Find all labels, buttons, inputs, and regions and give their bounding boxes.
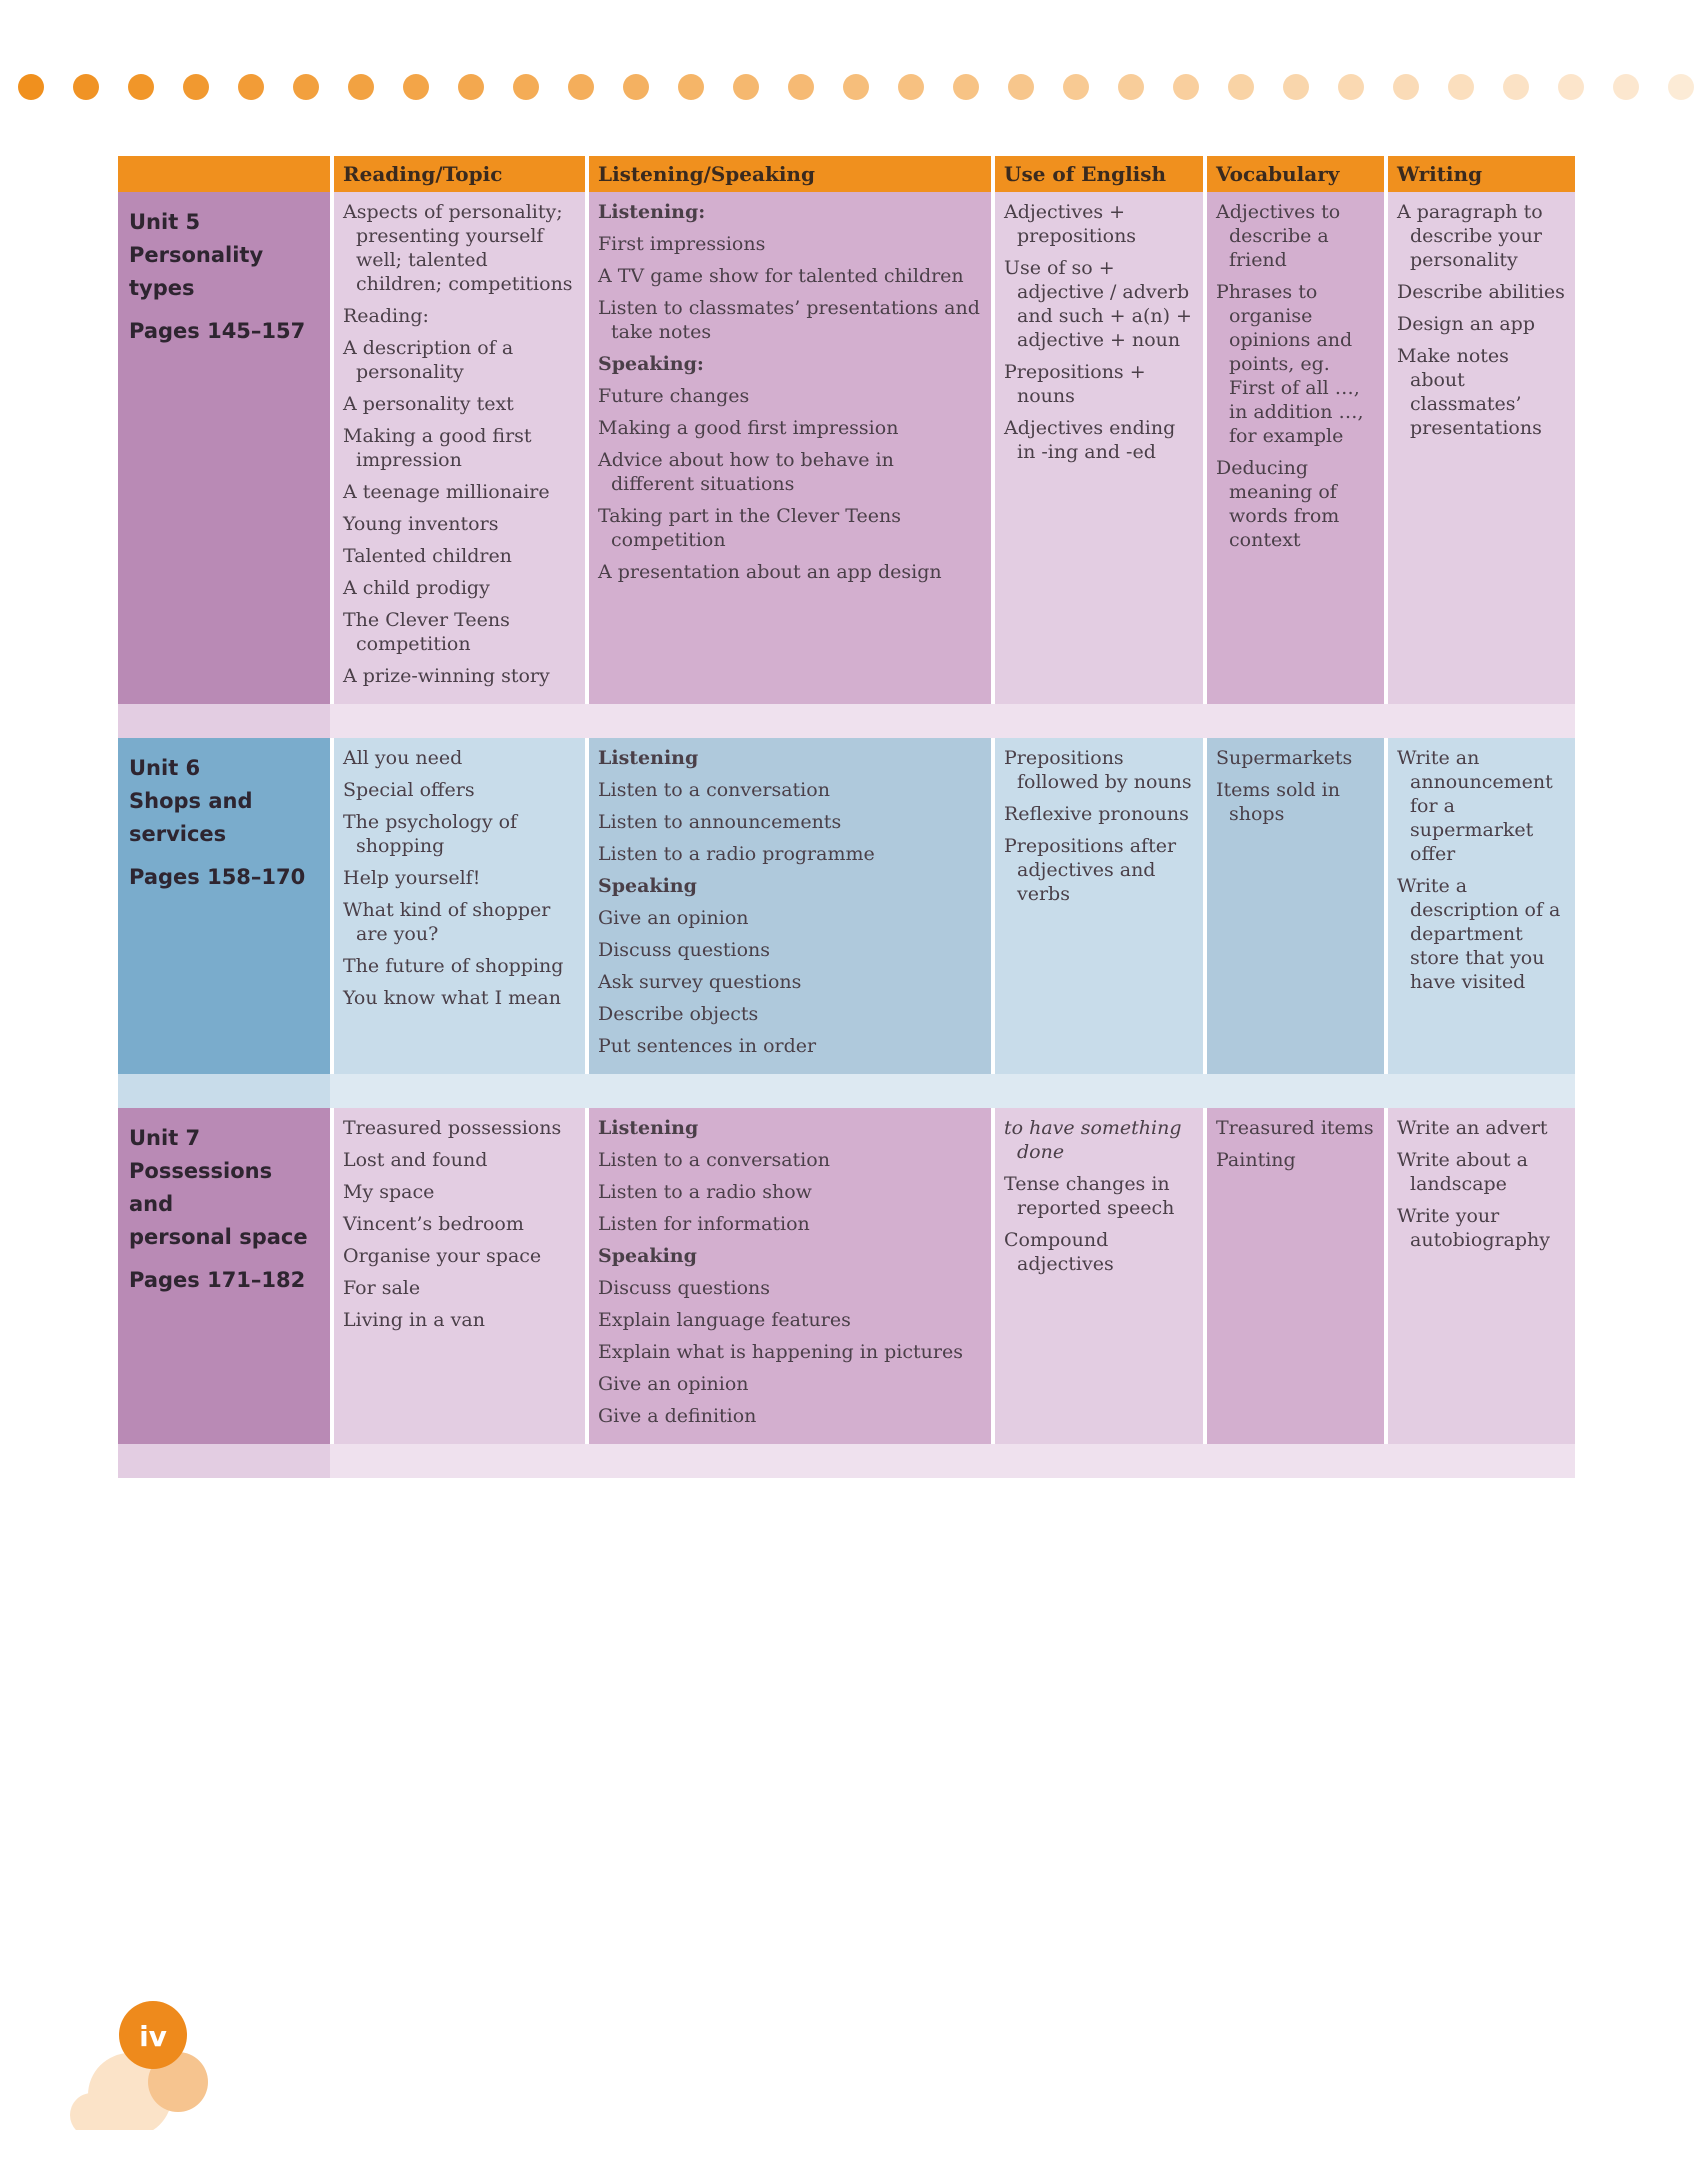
list-item: Listening: [598,201,706,223]
decorative-dot [678,74,704,100]
decorative-dot [348,74,374,100]
list-item: Deducing meaning of words from context [1216,457,1340,551]
list-item: Special offers [343,779,475,801]
list-item: Phrases to organise opinions and points, eg. First of all …, in addition …, for example [1216,281,1364,447]
row-spacer [991,704,1203,738]
list-item: The psychology of shopping [343,811,518,857]
decorative-dot [1613,74,1639,100]
decorative-dot [1338,74,1364,100]
row-spacer [585,704,991,738]
list-item: A child prodigy [343,577,490,599]
list-item: Prepositions followed by nouns [1004,747,1192,793]
decorative-dot [1448,74,1474,100]
list-item: Living in a van [343,1309,485,1331]
page-number: iv [139,2020,167,2053]
list-item: Adjectives to describe a friend [1216,201,1341,271]
decorative-dot [1228,74,1254,100]
list-item: You know what I mean [343,987,561,1009]
list-item: Future changes [598,385,750,407]
list-item: Talented children [343,545,512,567]
row-spacer [991,1074,1203,1108]
list-item: A description of a personality [343,337,514,383]
list-item: Advice about how to behave in different situations [598,449,894,495]
list-item: Give an opinion [598,1373,749,1395]
list-item: Treasured possessions [343,1117,562,1139]
list-item: Give a definition [598,1405,757,1427]
unit-title: personal space [129,1225,308,1249]
cell-listening-speaking [589,1108,991,1444]
list-item: Listening [598,747,699,769]
decorative-dot [513,74,539,100]
list-item: Lost and found [343,1149,488,1171]
cell-reading-topic [334,738,585,1074]
decorative-dot [403,74,429,100]
list-item: A personality text [343,393,514,415]
list-item: Give an opinion [598,907,749,929]
list-item: A presentation about an app design [598,561,942,583]
list-item: Listen to a radio show [598,1181,812,1203]
page-number-badge [60,2000,210,2130]
list-item: Listen to announcements [598,811,842,833]
header-use-of-english: Use of English [995,156,1203,192]
decorative-dot [1393,74,1419,100]
header-reading-topic: Reading/Topic [334,156,585,192]
list-item: Explain language features [598,1309,851,1331]
header-unit [118,156,330,192]
unit-title: Personality types [129,243,264,300]
list-item: Use of so + adjective / adverb and such + a(n) + adjective + noun [1004,257,1192,351]
list-item: The future of shopping [343,955,564,977]
cell-listening-speaking [589,192,991,704]
list-item: Describe abilities [1397,281,1565,303]
list-item: A paragraph to describe your personality [1397,201,1543,271]
decorative-dot [953,74,979,100]
unit-number: Unit 6 [129,756,201,780]
list-item: Prepositions + nouns [1004,361,1146,407]
decorative-dot [293,74,319,100]
list-item: Listen to a radio programme [598,843,875,865]
row-spacer [1384,704,1575,738]
decorative-dot [1063,74,1089,100]
unit-pages: Pages 145–157 [129,319,306,343]
row-spacer [1203,704,1384,738]
list-item: Write your autobiography [1397,1205,1551,1251]
list-item: Listen to classmates’ presentations and take notes [598,297,980,343]
row-spacer [330,1074,585,1108]
decorative-dot [733,74,759,100]
list-item: Making a good first impression [343,425,532,471]
cell-vocabulary [1207,192,1384,704]
decorative-dot [73,74,99,100]
header-listening-speaking: Listening/Speaking [589,156,991,192]
unit-pages: Pages 171–182 [129,1268,306,1292]
decorative-dot [183,74,209,100]
list-item: Prepositions after adjectives and verbs [1004,835,1177,905]
row-spacer [1203,1074,1384,1108]
header-writing: Writing [1388,156,1575,192]
unit-cell [118,1108,330,1444]
decorative-dot [568,74,594,100]
list-item: Ask survey questions [598,971,802,993]
row-spacer [118,704,330,738]
decorative-dot [128,74,154,100]
list-item: Listening [598,1117,699,1139]
list-item: Young inventors [343,513,499,535]
list-item: Reading: [343,305,429,327]
row-spacer [330,704,585,738]
cell-use-of-english [995,1108,1203,1444]
row-spacer [1384,1074,1575,1108]
cell-vocabulary [1207,1108,1384,1444]
decorative-dot [623,74,649,100]
decorative-dot [1173,74,1199,100]
decorative-dot [1558,74,1584,100]
unit-title: Shops and [129,789,253,813]
decorative-dot [898,74,924,100]
row-spacer [1203,1444,1384,1478]
unit-number: Unit 5 [129,210,201,234]
decorative-dot [1283,74,1309,100]
row-spacer [118,1444,330,1478]
list-item: A teenage millionaire [343,481,550,503]
list-item: Listen for information [598,1213,810,1235]
decorative-dot [1668,74,1694,100]
list-item: Speaking [598,875,697,897]
cell-vocabulary [1207,738,1384,1074]
list-item: Make notes about classmates’ presentations [1397,345,1542,439]
list-item: Treasured items [1216,1117,1374,1139]
cell-writing [1388,192,1575,704]
row-spacer [585,1444,991,1478]
unit-cell [118,738,330,1074]
row-spacer [118,1074,330,1108]
decorative-dot [1118,74,1144,100]
decorative-dot [1503,74,1529,100]
list-item: Items sold in shops [1216,779,1340,825]
row-spacer [330,1444,585,1478]
unit-pages: Pages 158–170 [129,865,306,889]
list-item: Listen to a conversation [598,1149,830,1171]
list-item: Write an advert [1397,1117,1548,1139]
list-item: Listen to a conversation [598,779,830,801]
unit-number: Unit 7 [129,1126,201,1150]
row-spacer [991,1444,1203,1478]
decorative-dot-row [18,74,1698,102]
decorative-dot [1008,74,1034,100]
list-item: For sale [343,1277,421,1299]
cell-writing [1388,1108,1575,1444]
list-item: Vincent’s bedroom [343,1213,524,1235]
list-item: First impressions [598,233,766,255]
list-item: Put sentences in order [598,1035,817,1057]
list-item: Write an announcement for a supermarket offer [1397,747,1553,865]
list-item: Taking part in the Clever Teens competition [598,505,901,551]
cell-reading-topic [334,192,585,704]
list-item: Discuss questions [598,939,771,961]
list-item: Making a good first impression [598,417,899,439]
decorative-dot [458,74,484,100]
list-item: Explain what is happening in pictures [598,1341,963,1363]
list-item: Adjectives ending in -ing and -ed [1004,417,1176,463]
list-item: Organise your space [343,1245,542,1267]
header-vocabulary: Vocabulary [1207,156,1384,192]
list-item: Design an app [1397,313,1536,335]
list-item: All you need [343,747,463,769]
decorative-dot [238,74,264,100]
decorative-dot [843,74,869,100]
list-item: Aspects of personality; presenting yourself well; talented children; competitions [343,201,573,295]
list-item: Speaking [598,1245,697,1267]
list-item: Compound adjectives [1004,1229,1114,1275]
cell-writing [1388,738,1575,1074]
row-spacer [585,1074,991,1108]
list-item: Help yourself! [343,867,481,889]
list-item: Discuss questions [598,1277,771,1299]
cell-reading-topic [334,1108,585,1444]
decorative-dot [788,74,814,100]
cell-use-of-english [995,192,1203,704]
list-item: Describe objects [598,1003,759,1025]
row-spacer [1384,1444,1575,1478]
unit-title: services [129,822,227,846]
list-item: Tense changes in reported speech [1004,1173,1175,1219]
cell-listening-speaking [589,738,991,1074]
list-item: My space [343,1181,435,1203]
list-item: Write a description of a department store that you have visited [1397,875,1561,993]
list-item: A prize-winning story [343,665,550,687]
list-item: Painting [1216,1149,1296,1171]
unit-cell [118,192,330,704]
list-item: What kind of shopper are you? [343,899,551,945]
contents-table [118,156,1575,1478]
decorative-dot [18,74,44,100]
list-item: Write about a landscape [1397,1149,1528,1195]
list-item: Adjectives + prepositions [1004,201,1137,247]
list-item: Reflexive pronouns [1004,803,1189,825]
list-item: Supermarkets [1216,747,1353,769]
unit-title: Possessions and [129,1159,273,1216]
list-item: Speaking: [598,353,704,375]
list-item: A TV game show for talented children [598,265,964,287]
cell-use-of-english [995,738,1203,1074]
list-item: The Clever Teens competition [343,609,510,655]
list-item: to have something done [1004,1117,1182,1163]
